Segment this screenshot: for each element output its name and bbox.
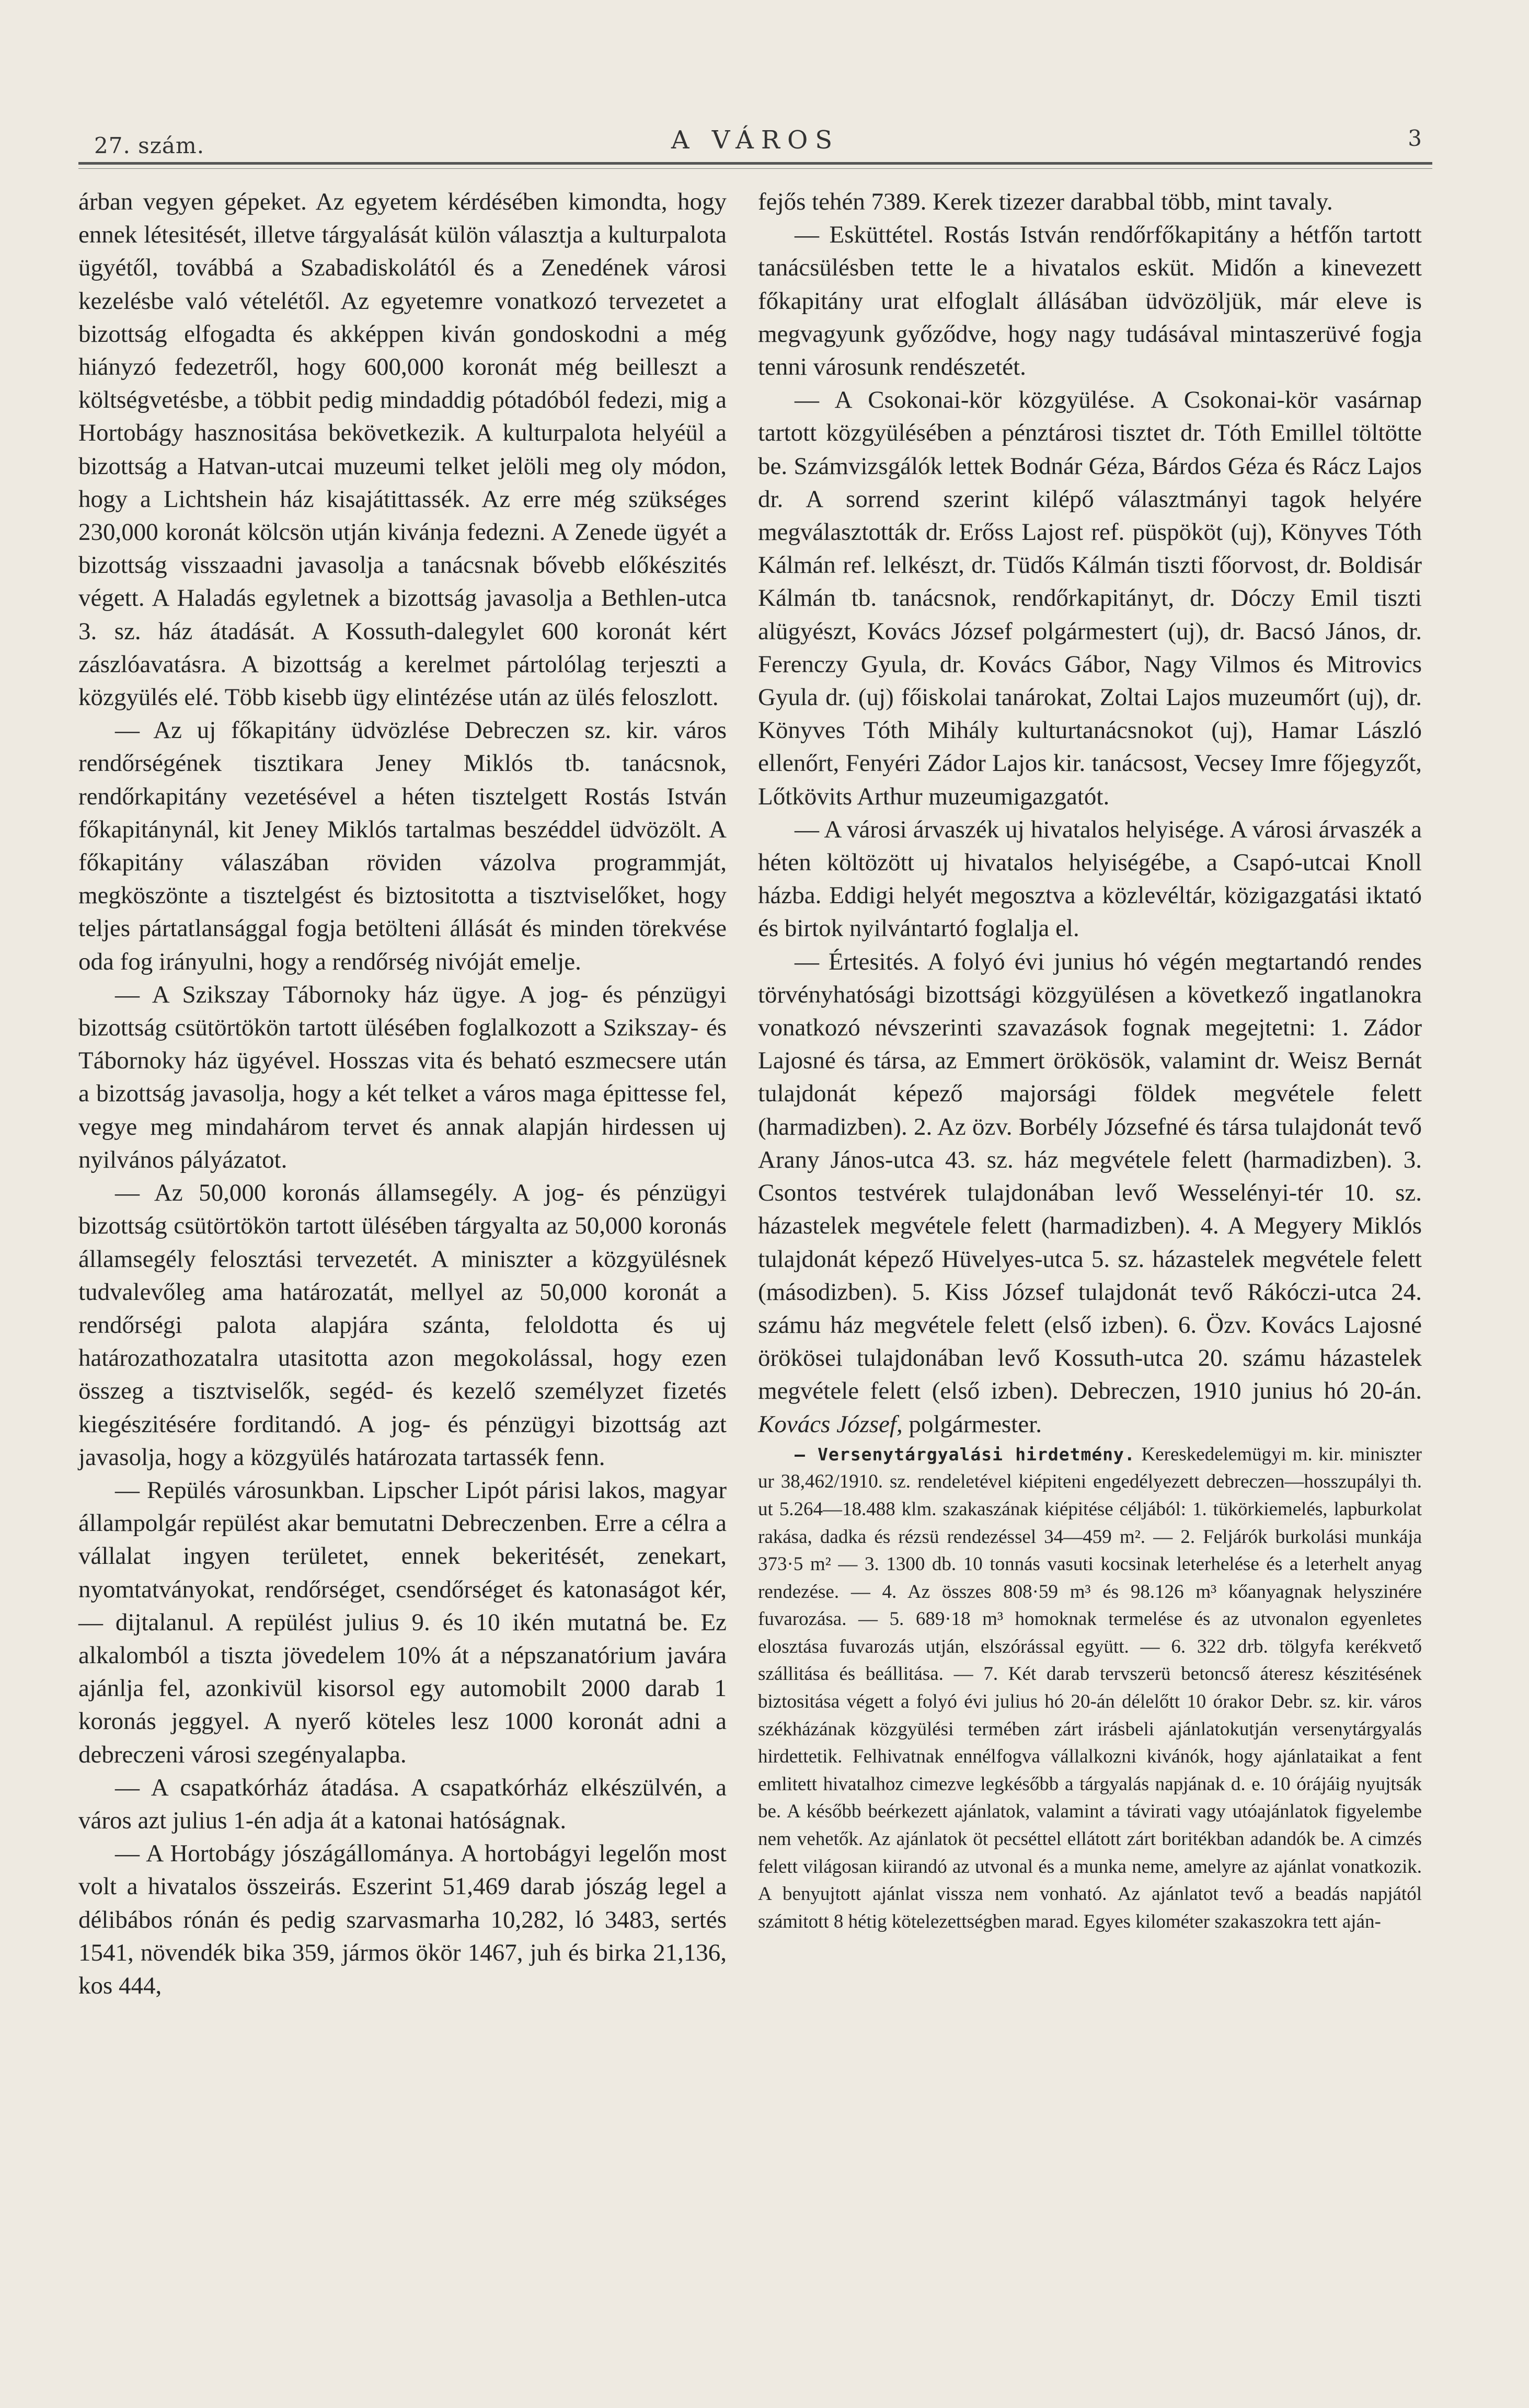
tender-heading: — Versenytárgyalási hirdetmény. [795, 1444, 1135, 1465]
header-rule-thin [78, 168, 1432, 169]
article-paragraph: — A Csokonai-kör közgyülése. A Csokonai-kör vasárnap tartott közgyülésében a pénztárosi tisztet dr. Tóth Emillel töltötte be. Számvizsgálók lettek Bodnár Géza, Bárdos Géza és Rácz Lajos dr. A sorrend szerint kilépő választmányi tagok helyére megválasztották dr. Erőss Lajost ref. püspököt (uj), Könyves Tóth Kálmán ref. lelkészt, dr. Tüdős Kálmán tiszti főorvost, dr. Boldisár Kálmán tb. tanácsnok, rendőrkapitányt, dr. Dóczy Emil tiszti alügyészt, Kovács József polgármestert (uj), dr. Bacsó János, dr. Ferenczy Gyula, dr. Kovács Gábor, Nagy Vilmos és Mitrovics Gyula dr. (uj) főiskolai tanárokat, Zoltai Lajos muzeumőrt (uj), dr. Könyves Tóth Mihály kulturtanácsnokot (uj), Hamar László ellenőrt, Fenyéri Zádor Lajos kir. tanácsost, Vecsey Imre főjegyzőt, Lőtkövits Arthur muzeumigazgatót. [758, 386, 1422, 810]
signature-title: polgármester. [909, 1410, 1042, 1438]
article-paragraph: fejős tehén 7389. Kerek tizezer darabbal több, mint tavaly. [758, 188, 1333, 215]
article-paragraph: — Repülés városunkban. Lipscher Lipót párisi lakos, magyar állampolgár repülést akar bemutatni Debreczenben. Erre a célra a vállalat ingyen területet, ennek bekeritését, zenekart, nyomtatványokat, rendőrséget, csendőrséget és katonaságot kér, — dijtalanul. A repülést julius 9. és 10 ikén mutatná be. Ez alkalomból a tiszta jövedelem 10% át a népszanatórium javára ajánlja fel, azonkivül kisorsol egy automobilt 2000 darab 1 koronás jeggyel. A nyerő köteles lesz 1000 koronát adni a debreczeni városi szegényalapba. [78, 1476, 727, 1768]
article-paragraph: — Az 50,000 koronás államsegély. A jog- és pénzügyi bizottság csütörtökön tartott ülésében tárgyalta az 50,000 koronás államsegély felosztási tervezetét. A miniszter a közgyülésnek tudvalevőleg ama határozatát, mellyel az 50,000 koronát a rendőrségi palota alapjára szánta, feloldotta és uj határozathozatalra utasitotta azon megokolással, hogy ezen összeg a tisztviselők, segéd- és kezelő személyzet fizetés kiegészitésére forditandó. A jog- és pénzügyi bizottság azt javasolja, hogy a közgyülés határozata tartassék fenn. [78, 1179, 727, 1471]
page-header [78, 125, 1432, 162]
tender-notice [758, 1441, 1422, 1936]
notice-text: — Értesités. A folyó évi junius hó végén megtartandó rendes törvényhatósági bizottsági közgyülésen a következő ingatlanokra vonatkozó névszerinti szavazások fognak megejtetni: 1. Zádor Lajosné és társa, az Emmert örökösök, valamint dr. Weisz Bernát tulajdonát képező majorsági földek megvétele felett (harmadizben). 2. Az özv. Borbély Józsefné és társa tulajdonát tevő Arany János-utca 43. sz. ház megvétele felett (harmadizben). 3. Csontos testvérek tulajdonában levő Wesselényi-tér 10. sz. házastelek megvétele felett (harmadizben). 4. A Megyery Miklós tulajdonát képező Hüvelyes-utca 5. sz. házastelek megvétele felett (másodizben). 5. Kiss József tulajdonát tevő Rákóczi-utca 24. számu ház megvétele felett (első izben). 6. Özv. Kovács Lajosné örökösei tulajdonában levő Kossuth-utca 20. számu házastelek megvétele felett (első izben). Debreczen, 1910 junius hó 20-án. [758, 948, 1422, 1405]
article-paragraph: — A városi árvaszék uj hivatalos helyisége. A városi árvaszék a héten költözött uj hivatalos helyiségébe, a Csapó-utcai Knoll házba. Eddigi helyét megosztva a közlevéltár, közigazgatási iktató és birtok nyilvántartó foglalja el. [758, 815, 1422, 942]
article-paragraph [758, 946, 1422, 1441]
article-paragraph: — A Hortobágy jószágállománya. A hortobágyi legelőn most volt a hivatalos összeirás. Eszerint 51,469 darab jószág legel a délibábos rónán és pedig szarvasmarha 10,282, ló 3483, sertés 1541, növendék bika 359, jármos ökör 1467, juh és birka 21,136, kos 444, [78, 1840, 727, 1999]
signature-name: Kovács József, [758, 1410, 903, 1438]
article-paragraph: — Esküttétel. Rostás István rendőrfőkapitány a hétfőn tartott tanácsülésben tette le a hivatalos esküt. Midőn a kinevezett főkapitány urat elfoglalt állásában üdvözöljük, már eleve is megvagyunk győződve, hogy nagy tudásával mintaszerüvé fogja tenni városunk rendészetét. [758, 221, 1422, 381]
article-paragraph: — Az uj főkapitány üdvözlése Debreczen sz. kir. város rendőrségének tisztikara Jeney Miklós tb. tanácsnok, rendőrkapitány vezetésével a héten tisztelgett Rostás István főkapitánynál, kit Jeney Miklós tartalmas beszéddel üdvözölt. A főkapitány válaszában röviden vázolva programmját, megköszönte a tisztelgést és biztositotta a tisztviselőket, hogy teljes pártatlansággal fogja betölteni állását és minden törekvése oda fog irányulni, hogy a rendőrség nivóját emelje. [78, 717, 727, 975]
article-paragraph: — A csapatkórház átadása. A csapatkórház elkészülvén, a város azt julius 1-én adja át a katonai hatóságnak. [78, 1773, 727, 1834]
page-number: 3 [1408, 125, 1422, 151]
issue-number: 27. szám. [94, 133, 205, 158]
article-paragraph: árban vegyen gépeket. Az egyetem kérdésében kimondta, hogy ennek létesitését, illetve tárgyalását külön választja a kulturpalota ügyétől, továbbá a Szabadiskolától és a Zenedének városi kezelésbe való vételétől. Az egyetemre vonatkozó tervezetet a bizottság elfogadta és akképpen kiván gondoskodni a még hiányzó fedezetről, hogy 600,000 koronát még beilleszt a költségvetésbe, a többit pedig mindaddig pótadóból fedezi, mig a Hortobágy hasznositása bekövetkezik. A kulturpalota helyéül a bizottság a Hatvan-utcai muzeumi telket jelöli meg oly módon, hogy a Lichtshein ház kisajátittassék. Az erre még szükséges 230,000 koronát kölcsön utján kivánja fedezni. A Zenede ügyét a bizottság visszaadni javasolja a tanácsnak bővebb előkészités végett. A Haladás egyletnek a bizottság javasolja a Bethlen-utca 3. sz. ház átadását. A Kossuth-dalegylet 600 koronát kért zászlóavatásra. A bizottság a kerelmet pártolólag terjeszti a közgyülés elé. Több kisebb ügy elintézése után az ülés feloszlott. [78, 188, 727, 711]
header-rule [78, 162, 1432, 165]
right-column [758, 186, 1422, 1935]
left-column [78, 186, 727, 2002]
publication-title: A VÁROS [671, 125, 840, 155]
tender-text: Kereskedelemügyi m. kir. miniszter ur 38,462/1910. sz. rendeletével kiépiteni engedélyezett debreczen—hosszupályi th. ut 5.264—18.488 klm. szakaszának kiépitése céljából: 1. tükörkiemelés, lapburkolat rakása, dadka és rézsü rendezéssel 34—459 m². — 2. Feljárók burkolási munkája 373·5 m² — 3. 1300 db. 10 tonnás vasuti kocsinak leterhelése és a leterhelt anyag rendezése. — 4. Az összes 808·59 m³ és 98.126 m³ kőanyagnak helyszinére fuvarozása. — 5. 689·18 m³ homoknak termelése és az utvonalon egyenletes elosztása fuvarozás utján, elszórással együtt. — 6. 322 drb. tölgyfa kerékvető szállitása és beállitása. — 7. Két darab tervszerü betoncső áteresz készitésének biztositása végett a folyó évi julius hó 20-án délelőtt 10 órakor Debr. sz. kir. város székházának közgyülési termében zárt irásbeli ajánlatokutján versenytárgyalás hirdettetik. Felhivatnak ennélfogva vállalkozni kivánók, hogy ajánlataikat a fent emlitett hivatalhoz cimezve legkésőbb a tárgyalás napjának d. e. 10 órájáig nyujtsák be. A később beérkezett ajánlatok, valamint a távirati vagy utóajánlatok figyelembe nem vehetők. Az ajánlatok öt pecséttel ellátott zárt boritékban adandók be. A cimzés felett világosan kiirandó az utvonal és a munka neme, amelyre az ajánlat vonatkozik. A benyujtott ajánlat vissza nem vonható. Az ajánlatot tevő a beadás napjától számitott 8 hétig kötelezettségben marad. Egyes kilométer szakaszokra tett aján- [758, 1443, 1422, 1932]
article-paragraph: — A Szikszay Tábornoky ház ügye. A jog- és pénzügyi bizottság csütörtökön tartott ülésében foglalkozott a Szikszay- és Tábornoky ház ügyével. Hosszas vita és beható eszmecsere után a bizottság javasolja, hogy a két telket a város maga épittesse fel, vegye meg mindahárom tervet és annak alapján hirdessen uj nyilvános pályázatot. [78, 981, 727, 1173]
